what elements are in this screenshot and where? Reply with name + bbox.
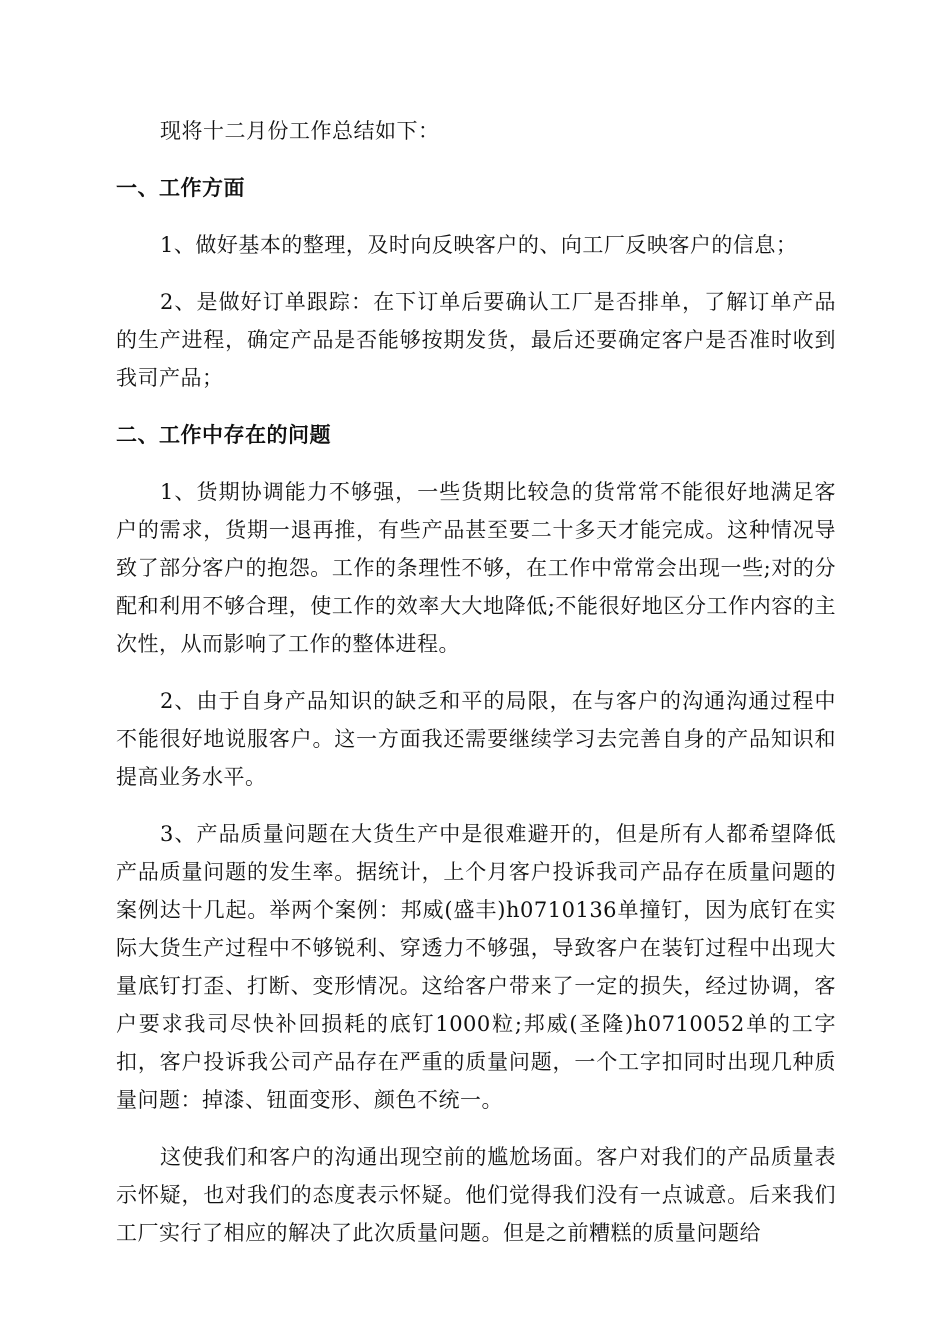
section-heading-work: 一、工作方面 <box>116 176 245 200</box>
intro-paragraph: 现将十二月份工作总结如下： <box>160 119 440 143</box>
problem-item-2: 2、由于自身产品知识的缺乏和平的局限，在与客户的沟通沟通过程中不能很好地说服客户。这一方面我还需要继续学习去完善自身的产品知识和提高业务水平。 <box>116 689 836 789</box>
section-heading-problems: 二、工作中存在的问题 <box>116 423 331 447</box>
work-item-1: 1、做好基本的整理，及时向反映客户的、向工厂反映客户的信息； <box>160 233 798 257</box>
document-body <box>116 112 836 1271</box>
work-item-2: 2、是做好订单跟踪：在下订单后要确认工厂是否排单，了解订单产品的生产进程，确定产品是否能够按期发货，最后还要确定客户是否准时收到我司产品； <box>116 290 836 390</box>
closing-paragraph: 这使我们和客户的沟通出现空前的尴尬场面。客户对我们的产品质量表示怀疑，也对我们的态度表示怀疑。他们觉得我们没有一点诚意。后来我们工厂实行了相应的解决了此次质量问题。但是之前糟糕的质量问题给 <box>116 1145 836 1245</box>
problem-item-1: 1、货期协调能力不够强，一些货期比较急的货常常不能很好地满足客户的需求，货期一退再推，有些产品甚至要二十多天才能完成。这种情况导致了部分客户的抱怨。工作的条理性不够，在工作中常常会出现一些;对的分配和利用不够合理，使工作的效率大大地降低;不能很好地区分工作内容的主次性，从而影响了工作的整体进程。 <box>116 480 836 656</box>
problem-item-3: 3、产品质量问题在大货生产中是很难避开的，但是所有人都希望降低产品质量问题的发生率。据统计，上个月客户投诉我司产品存在质量问题的案例达十几起。举两个案例：邦威(盛丰)h0710136单撞钉，因为底钉在实际大货生产过程中不够锐利、穿透力不够强，导致客户在装钉过程中出现大量底钉打歪、打断、变形情况。这给客户带来了一定的损失，经过协调，客户要求我司尽快补回损耗的底钉1000粒;邦威(圣隆)h0710052单的工字扣，客户投诉我公司产品存在严重的质量问题，一个工字扣同时出现几种质量问题：掉漆、钮面变形、颜色不统一。 <box>116 822 836 1112</box>
